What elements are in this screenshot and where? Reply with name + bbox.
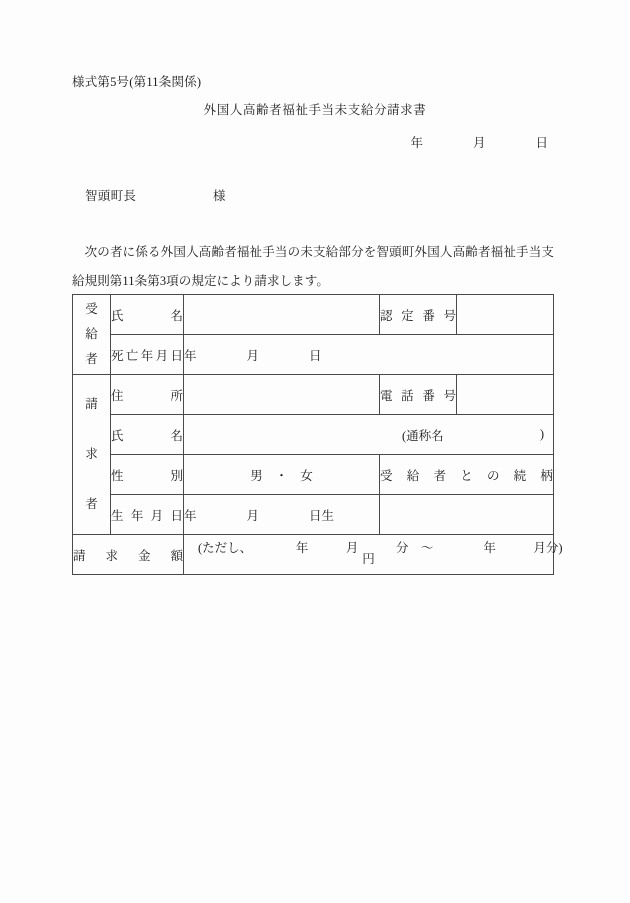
table-row [73, 295, 554, 335]
label-relationship-text: 受 給 者 と の 続 柄 [380, 468, 553, 483]
field-claimant-address[interactable] [184, 375, 380, 415]
label-gender [111, 455, 184, 495]
document-title: 外国人高齢者福祉手当未支給分請求書 [203, 103, 427, 117]
label-claimant-name-text: 氏 名 [111, 428, 183, 443]
group-label-claimant-c4 [73, 467, 110, 492]
field-certification-number[interactable] [457, 295, 554, 335]
group-label-claimant-c1: 請 [85, 397, 98, 411]
table-row [73, 415, 554, 455]
table-row [73, 535, 554, 575]
field-death-date[interactable]: 年 月 日 [184, 335, 554, 375]
label-birth-date-text: 生 年 月 日 [111, 508, 183, 523]
amount-period-note: (ただし、 年 月 分 ～ 年 月分) [198, 541, 563, 555]
label-gender-text: 性 別 [111, 468, 183, 483]
table-row [73, 495, 554, 535]
alias-wrapper [402, 415, 544, 454]
group-label-recipient-c2: 給 [85, 327, 98, 341]
label-birth-date [111, 495, 184, 535]
group-label-claimant-c5: 者 [85, 497, 98, 511]
field-birth-date[interactable]: 年 月 日生 [184, 495, 380, 535]
label-claim-amount [73, 535, 184, 575]
form-number: 様式第5号(第11条関係) [72, 75, 202, 89]
group-label-recipient-c3: 者 [85, 352, 98, 366]
group-label-claimant-c3: 求 [85, 447, 98, 461]
issue-date-line: 年 月 日 [410, 136, 548, 150]
field-claim-amount[interactable] [184, 535, 563, 575]
alias-close-paren: ) [539, 427, 544, 441]
label-certification-number [380, 295, 457, 335]
group-label-claimant [73, 375, 111, 535]
label-recipient-name [111, 295, 184, 335]
table-row [73, 455, 554, 495]
group-label-recipient-c1: 受 [85, 302, 98, 316]
body-paragraph [72, 238, 554, 296]
amount-unit: 円 [362, 552, 375, 566]
label-claimant-name [111, 415, 184, 455]
group-label-claimant-c2 [73, 417, 110, 442]
field-claimant-name[interactable] [184, 415, 554, 455]
alias-open-paren: (通称名 [402, 428, 444, 443]
field-gender[interactable]: 男 ・ 女 [184, 455, 380, 495]
paragraph-text: 次の者に係る外国人高齢者福祉手当の未支給部分を智頭町外国人高齢者福祉手当支給規則第11条第3項の規定により請求します。 [72, 245, 554, 288]
table-row [73, 335, 554, 375]
addressee-line: 智頭町長 様 [85, 189, 226, 203]
label-death-date-text: 死 亡 年 月 日 [111, 348, 183, 363]
group-label-recipient [73, 295, 111, 375]
label-relationship [380, 455, 554, 495]
label-death-date [111, 335, 184, 375]
claim-form-table [72, 294, 563, 575]
label-claimant-address [111, 375, 184, 415]
label-phone-number [380, 375, 457, 415]
label-claim-amount-text: 請 求 金 額 [73, 548, 183, 563]
field-recipient-name[interactable] [184, 295, 380, 335]
field-relationship[interactable] [380, 495, 554, 535]
table-row [73, 375, 554, 415]
label-recipient-name-text: 氏 名 [111, 308, 183, 323]
label-phone-number-text: 電 話 番 号 [380, 388, 456, 403]
field-phone-number[interactable] [457, 375, 554, 415]
label-claimant-address-text: 住 所 [111, 388, 183, 403]
label-certification-number-text: 認 定 番 号 [380, 308, 456, 323]
